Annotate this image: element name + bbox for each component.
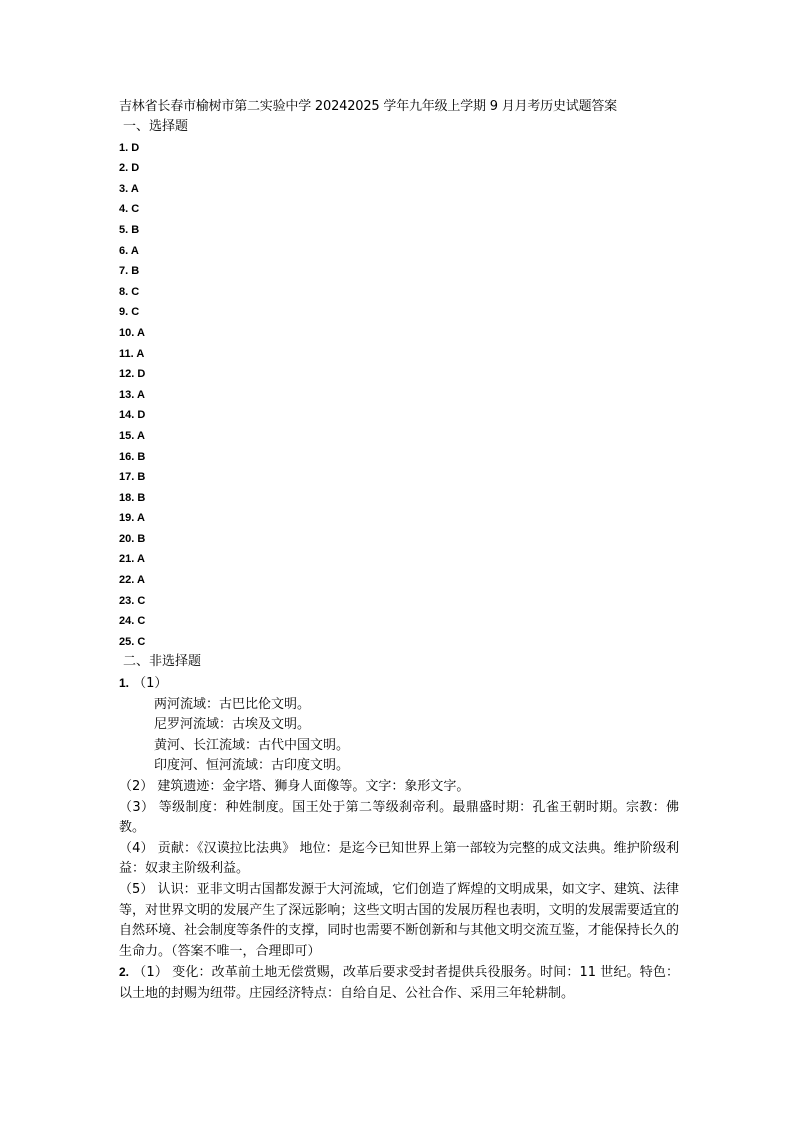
answer-item: 4. C bbox=[119, 203, 140, 216]
civilization-line: 尼罗河流域：古埃及文明。 bbox=[154, 717, 311, 733]
civilization-line: 印度河、恒河流域：古印度文明。 bbox=[154, 758, 350, 774]
answer-item: 15. A bbox=[119, 429, 145, 442]
answer-item: 13. A bbox=[119, 388, 145, 401]
section-heading-choice: 一、选择题 bbox=[123, 119, 189, 134]
answer-item: 12. D bbox=[119, 368, 146, 381]
answer-item: 18. B bbox=[119, 491, 146, 504]
civilization-list bbox=[119, 695, 679, 777]
answer-item: 14. D bbox=[119, 409, 146, 422]
answer-item: 19. A bbox=[119, 512, 145, 525]
question-1-part2: （2） 建筑遗迹：金字塔、狮身人面像等。文字：象形文字。 bbox=[119, 779, 470, 794]
answer-item: 17. B bbox=[119, 471, 146, 484]
answer-item: 16. B bbox=[119, 450, 146, 463]
answer-item: 11. A bbox=[119, 347, 145, 360]
answer-item: 24. C bbox=[119, 615, 146, 628]
answer-item: 23. C bbox=[119, 594, 146, 607]
question-1-part4: （4） 贡献：《汉谟拉比法典》 地位：是迄今已知世界上第一部较为完整的成文法典。维护阶级利益：奴隶主阶级利益。 bbox=[119, 840, 679, 877]
section-heading-nonchoice: 二、非选择题 bbox=[123, 654, 202, 670]
document-content bbox=[119, 96, 679, 1005]
question-1-part1-label: （1） bbox=[133, 676, 168, 692]
answer-item: 8. C bbox=[119, 285, 140, 298]
answer-item: 7. B bbox=[119, 265, 140, 278]
answer-item: 6. A bbox=[119, 244, 139, 257]
answer-item: 20. B bbox=[119, 532, 146, 545]
answer-list bbox=[119, 138, 679, 653]
question-1-header bbox=[119, 673, 679, 695]
question-1-part3: （3） 等级制度：种姓制度。国王处于第二等级刹帝利。最鼎盛时期：孔雀王朝时期。宗教：佛教。 bbox=[119, 799, 679, 836]
answer-item: 2. D bbox=[119, 162, 140, 175]
answer-item: 25. C bbox=[119, 635, 146, 648]
answer-item: 1. D bbox=[119, 141, 140, 154]
question-2-part1-text: （1） 变化：改革前土地无偿赏赐，改革后要求受封者提供兵役服务。时间：11 世纪。特色：以土地的封赐为纽带。庄园经济特点：自给自足、公社合作、采用三年轮耕制。 bbox=[119, 965, 679, 1001]
question-1-number: 1. bbox=[119, 676, 130, 691]
question-1-part5: （5） 认识：亚非文明古国都发源于大河流域，它们创造了辉煌的文明成果，如文字、建筑、法律等，对世界文明的发展产生了深远影响；这些文明古国的发展历程也表明，文明的发展需要适宜的自然环境、社会制度等条件的支撑，同时也需要不断创新和与其他文明交流互鉴，才能保持长久的生命力。（答案不唯一，合理即可） bbox=[119, 881, 679, 959]
answer-item: 21. A bbox=[119, 553, 145, 566]
answer-item: 22. A bbox=[119, 574, 145, 587]
civilization-line: 两河流域：古巴比伦文明。 bbox=[154, 696, 311, 712]
document-title: 吉林省长春市榆树市第二实验中学 20242025 学年九年级上学期 9 月月考历史试题答案 bbox=[119, 99, 617, 114]
answer-item: 9. C bbox=[119, 306, 140, 319]
answer-item: 3. A bbox=[119, 182, 139, 195]
civilization-line: 黄河、长江流域：古代中国文明。 bbox=[154, 737, 350, 753]
question-2-part1 bbox=[119, 962, 679, 1004]
answer-item: 5. B bbox=[119, 223, 140, 236]
question-2-number: 2. bbox=[119, 965, 130, 980]
answer-item: 10. A bbox=[119, 326, 145, 339]
